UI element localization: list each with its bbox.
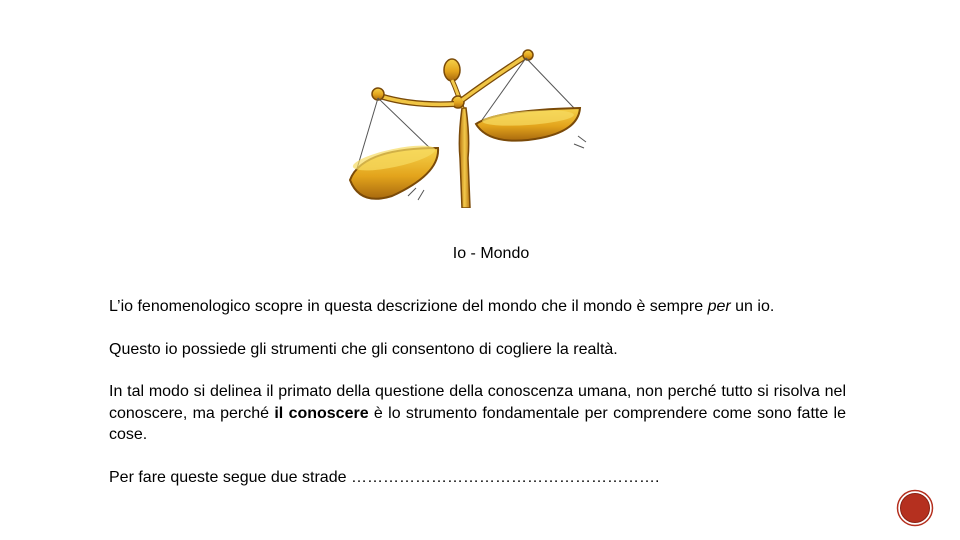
paragraph-tools: Questo io possiede gli strumenti che gli consentono di cogliere la realtà. (109, 340, 618, 358)
balance-scale-icon (312, 48, 608, 208)
paragraph1-text: L’io fenomenologico scopre in questa descrizione del mondo che il mondo è sempre (109, 298, 708, 315)
paragraph1-emphasis: per (707, 298, 731, 315)
paragraph-primacy-of-knowledge (109, 381, 846, 446)
paragraph3-bold: il conoscere (274, 404, 369, 422)
balance-scale-image (312, 48, 608, 208)
slide-caption: Io - Mondo (452, 245, 530, 262)
paragraph3-text-end: è lo strumento fondamentale per comprendere come sono fatte le cose. (109, 404, 847, 443)
paragraph3-text: In tal modo si delinea il primato della questione della conoscenza umana, non perché tutto si risolva nel conoscere, ma perché (109, 383, 846, 422)
slide-body (109, 296, 846, 488)
paragraph-two-paths: Per fare queste segue due strade …………………………………………………. (109, 468, 660, 486)
paragraph1-text-end: un io. (730, 298, 775, 315)
slide-badge-icon (896, 489, 934, 527)
paragraph-phenomenological-self (109, 296, 846, 318)
